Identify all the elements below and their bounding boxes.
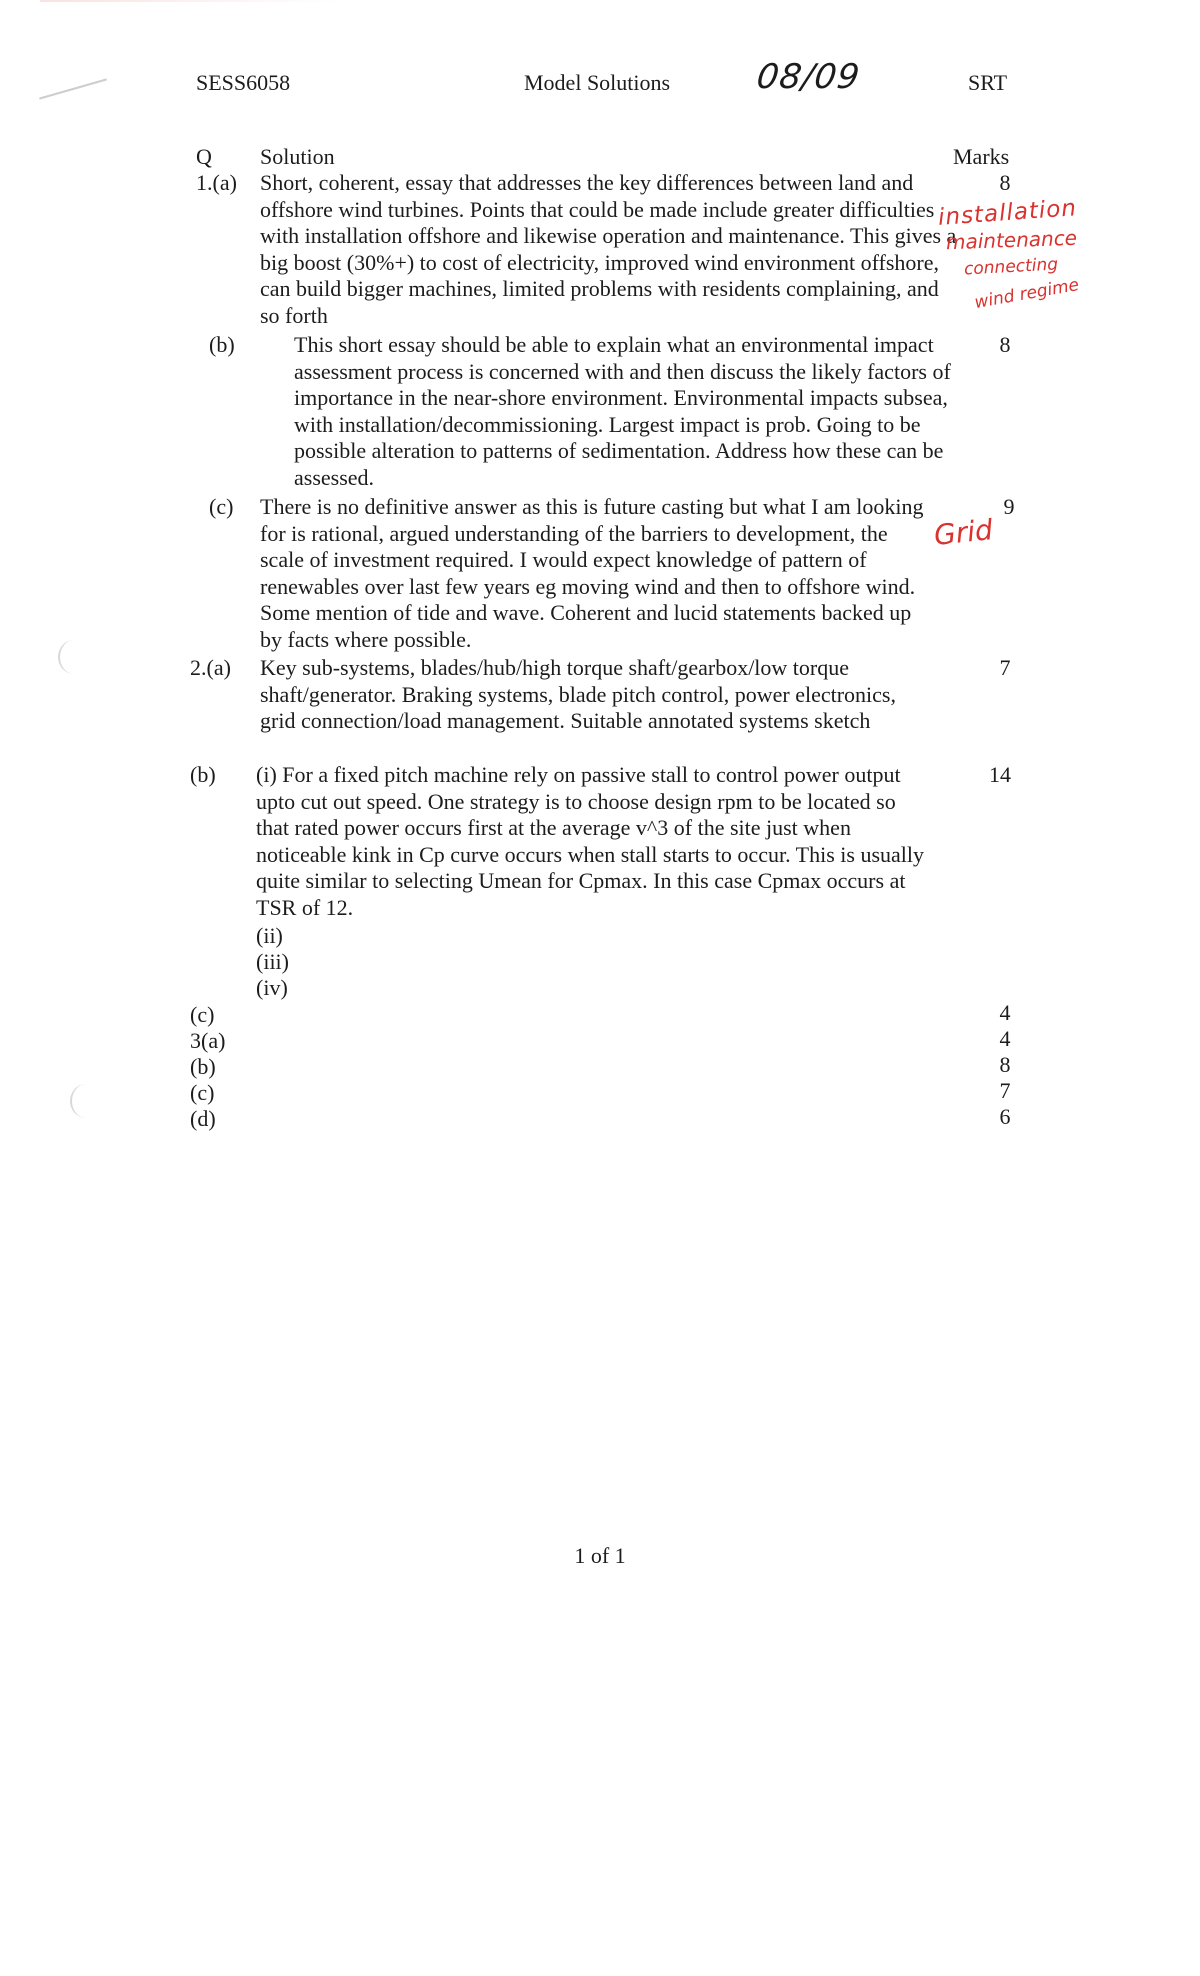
column-header-marks: Marks bbox=[953, 144, 1010, 169]
marks-value: 8 bbox=[999, 170, 1011, 195]
marks-value: 9 bbox=[1003, 494, 1015, 519]
solution-text: There is no definitive answer as this is future casting but what I am looking for is rational, argued understanding of the barriers to development, the scale of investment required. I would expect knowledge of pattern of renewables over last few years eg moving wind and then to offshore wind. Some mention of tide and wave. Coherent and lucid statements backed up by facts where possible. bbox=[260, 494, 924, 652]
scan-stray-mark bbox=[39, 78, 107, 99]
scan-punch-mark bbox=[70, 1084, 102, 1118]
document-title: Model Solutions bbox=[524, 70, 671, 95]
marks-value: 7 bbox=[999, 655, 1011, 680]
marks-value: 14 bbox=[989, 762, 1011, 787]
scan-edge-line bbox=[40, 0, 340, 2]
question-number: (b) bbox=[209, 332, 235, 357]
handwritten-note: wind regime bbox=[973, 274, 1081, 314]
sub-part-label: (iv) bbox=[256, 975, 288, 1000]
question-number: (c) bbox=[209, 494, 234, 519]
question-number: (c) bbox=[190, 1002, 215, 1027]
solution-text: Key sub-systems, blades/hub/high torque shaft/gearbox/low torque shaft/generator. Braking systems, blade pitch control, power electronics, grid connection/load management. Suitable annotated systems sketch bbox=[260, 655, 896, 734]
author-initials: SRT bbox=[968, 70, 1008, 95]
solution-text: Short, coherent, essay that addresses the key differences between land and offshore wind turbines. Points that could be made include greater difficulties with installation offshore and likewise operation and maintenance. This gives a big boost (30%+) to cost of electricity, improved wind environment offshore, can build bigger machines, limited problems with residents complaining, and so forth bbox=[260, 170, 957, 328]
scan-punch-mark bbox=[58, 640, 90, 674]
question-number: (b) bbox=[190, 762, 216, 787]
column-header-q: Q bbox=[196, 144, 212, 169]
handwritten-note: maintenance bbox=[945, 225, 1078, 255]
handwritten-date: 08/09 bbox=[754, 57, 863, 97]
course-code: SESS6058 bbox=[196, 70, 291, 95]
solution-text: (i) For a fixed pitch machine rely on passive stall to control power output upto cut out speed. One strategy is to choose design rpm to be located so that rated power occurs first at the average v^3 of the site just when noticeable kink in Cp curve occurs when stall starts to occur. This is usually quite similar to selecting Umean for Cpmax. In this case Cpmax occurs at TSR of 12. bbox=[256, 762, 925, 920]
handwritten-note: connecting bbox=[963, 254, 1059, 280]
marks-value: 8 bbox=[999, 332, 1011, 357]
handwritten-note-grid: Grid bbox=[932, 513, 995, 552]
question-number: (b) bbox=[190, 1054, 216, 1079]
question-number: (c) bbox=[190, 1080, 215, 1105]
page-number: 1 of 1 bbox=[574, 1543, 626, 1568]
marks-value: 7 bbox=[999, 1078, 1011, 1103]
question-number: 3(a) bbox=[190, 1028, 226, 1053]
marks-value: 8 bbox=[999, 1052, 1011, 1077]
question-number: 1.(a) bbox=[196, 170, 237, 195]
solution-text: This short essay should be able to explain what an environmental impact assessment process is concerned with and then discuss the likely factors of importance in the near-shore environment. Environmental impacts subsea, with installation/decommissioning. Largest impact is prob. Going to be possible alteration to patterns of sedimentation. Address how these can be assessed. bbox=[294, 332, 951, 490]
question-number: 2.(a) bbox=[190, 655, 231, 680]
marks-value: 4 bbox=[999, 1026, 1011, 1051]
sub-part-label: (ii) bbox=[256, 923, 283, 948]
marks-value: 6 bbox=[999, 1104, 1011, 1129]
column-header-solution: Solution bbox=[260, 144, 335, 169]
question-number: (d) bbox=[190, 1106, 216, 1131]
handwritten-note: installation bbox=[937, 195, 1078, 231]
marks-value: 4 bbox=[999, 1000, 1011, 1025]
sub-part-label: (iii) bbox=[256, 949, 289, 974]
